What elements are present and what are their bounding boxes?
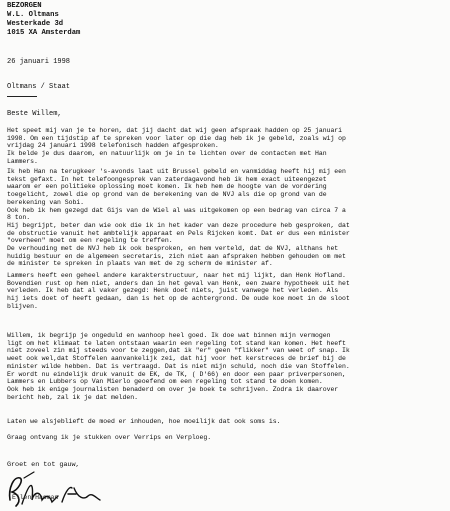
text-line: Ook heb ik enige journalisten benaderd om over je boek te schrijven. Zodra ik daarover — [7, 385, 339, 393]
text-line: verleden. Ik heb dat al vaker gezegd: Henk doet niets, juist vanwege het verleden. Als — [7, 287, 339, 295]
text-line: Lammers. — [7, 157, 38, 165]
closing: Groet en tot gauw, — [7, 461, 80, 469]
subject-rule — [7, 96, 37, 97]
text-line: blijven. — [7, 302, 38, 310]
text-line: de minister te spreken in plaats van met de zg scherm de minister af. — [7, 260, 273, 268]
text-line: Lammers en Lubbers op Van Mierlo geoefend om een regeling tot stand te doen komen. — [7, 378, 323, 386]
text-line: De verhouding met de NVJ heb ik ook besproken, en hem verteld, dat de NVJ, althans het — [7, 245, 339, 253]
text-line: Het speet mij van je te horen, dat jij dacht dat wij geen afspraak hadden op 25 januari — [7, 127, 343, 134]
text-line: tekst gefaxt. In het telefoongesprek van zaterdagavond heb ik hem exact uiteengezet — [7, 175, 327, 183]
text-line: vrijdag 24 januari 1998 telefonisch hadden afgesproken. — [7, 142, 219, 150]
text-line: de obstructie vanuit het ambtelijk apparaat en Pels Rijcken komt. Dat er dus een minister — [7, 229, 350, 237]
delivery-label: BEZORGEN — [7, 2, 42, 10]
salutation: Beste Willem, — [7, 110, 62, 118]
text-line: weet ook wel,dat Stoffelen aanvankelijk zei, dat hij voor het kerstreces de brief bij de — [7, 355, 346, 363]
text-line: Graag ontvang ik je stukken over Verrips en Verploeg. — [7, 434, 212, 441]
text-line: Laten we alsjeblieft de moed er inhouden, hoe moeilijk dat ook soms is. — [7, 418, 281, 425]
signature-icon — [4, 470, 124, 510]
text-line: Hij begrijpt, beter dan wie ook die ik in het kader van deze procedure heb gesproken, dat — [7, 221, 350, 229]
paragraph-1 — [7, 127, 346, 166]
paragraph-3 — [7, 272, 350, 311]
letter-date: 26 januari 1998 — [7, 58, 71, 66]
text-line: toegelicht, zowel die op grond van de berekening van de NVJ als die op grond van de — [7, 191, 327, 199]
recipient-street: Westerkade 3d — [7, 20, 64, 28]
text-line: 8 ton. — [7, 214, 31, 222]
text-line: Bovendien rust op hem niet, anders dan in het geval van Henk, een zware hypotheek uit het — [7, 279, 350, 287]
letter-subject: Oltmans / Staat — [7, 83, 71, 91]
text-line: niet zoveel zin mij steeds voor te zeggen,dat ik "er" geen "flikker" van weet of snap. Ik — [7, 347, 350, 355]
paragraph-6 — [7, 434, 211, 442]
text-line: Ik belde je dus daarom, en natuurlijk om je in te lichten over de contacten met Han — [7, 150, 327, 158]
text-line: ligt om het klimaat te laten ontstaan waarin een regeling tot stand kan komen. Het heeft — [7, 339, 346, 347]
text-line: berekening van Sobi. — [7, 198, 85, 206]
recipient-name: W.L. Oltmans — [7, 11, 59, 19]
text-line: Ik heb Han na terugkeer 's-avonds laat uit Brussel gebeld en vanmiddag heeft hij mij een — [7, 168, 346, 175]
text-line: huidig bestuur en de algemeen secretaris, zich niet aan afspraken hebben gehouden om met — [7, 252, 346, 260]
text-line: Ook heb ik hem gezegd dat Gijs van de Wiel al was uitgekomen op een bedrag van circa 7 a — [7, 206, 346, 214]
paragraph-2 — [7, 168, 350, 268]
text-line: waarom er een politieke oplossing moet komen. Ik heb hem de hoogte van de vordering — [7, 183, 327, 191]
text-line: hij iets doet of heeft gedaan, dan is het op de achtergrond. De oude koe moet in de sloot — [7, 295, 350, 303]
text-line: minister wilde hebben. Dat is vertraagd. Dat is niet mijn schuld, noch die van Stoffelen. — [7, 362, 350, 370]
text-line: Willem, ik begrijp je ongeduld en wanhoop heel goed. Ik doe wat binnen mijn vermogen — [7, 332, 331, 339]
paragraph-5 — [7, 418, 280, 426]
text-line: Er wordt nu eindelijk druk vanuit de EK, de TK, ( D'66) en door een paar priverpersonen, — [7, 370, 346, 378]
paragraph-4 — [7, 332, 350, 401]
text-line: 1998. Om een tijdstip af te spreken voor later op die dag heb ik je gebeld, zoals wij op — [7, 134, 346, 142]
text-line: Lammers heeft een geheel andere karakterstructuur, naar het mij lijkt, dan Henk Hofland. — [7, 272, 346, 279]
signature-name: Ellen Hasman — [12, 494, 59, 501]
recipient-city: 1015 XA Amsterdam — [7, 29, 81, 37]
text-line: "overheen" moet om een regeling te treffen. — [7, 237, 173, 245]
text-line: bericht heb, zal ik je dat melden. — [7, 393, 138, 401]
